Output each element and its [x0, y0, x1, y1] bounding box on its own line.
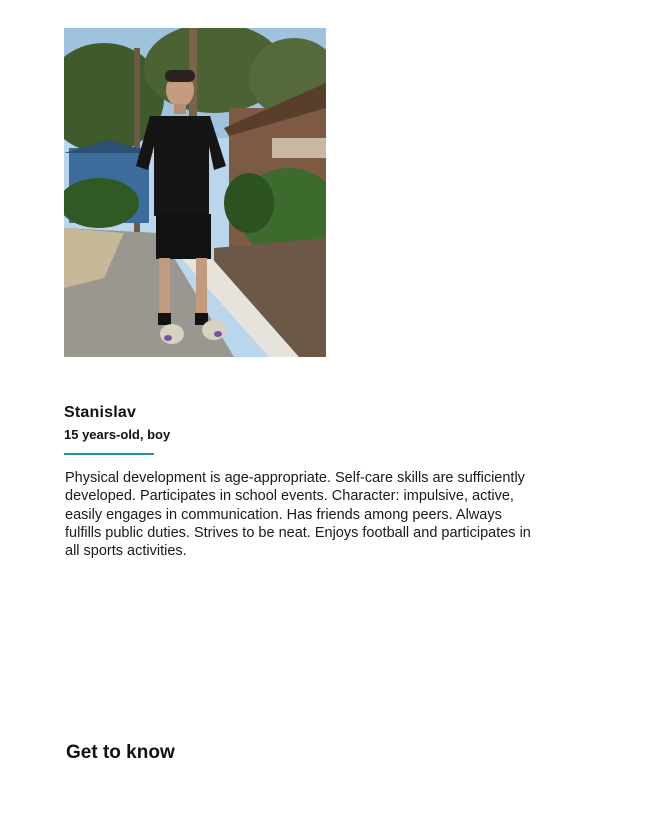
get-to-know-link[interactable]: Get to know	[66, 742, 175, 763]
accent-divider	[64, 453, 154, 455]
age-gender-line: 15 years-old, boy	[64, 427, 171, 442]
profile-photo	[64, 28, 326, 357]
child-name: Stanislav	[64, 404, 137, 421]
bio-text: Physical development is age-appropriate. Self-care skills are sufficiently developed. Participates in school events. Character: impulsive, active, easily engages in communication. Has friends among peers. Always fulfills public duties. Strives to be neat. Enjoys football and participates in all sports activities.	[65, 470, 531, 560]
